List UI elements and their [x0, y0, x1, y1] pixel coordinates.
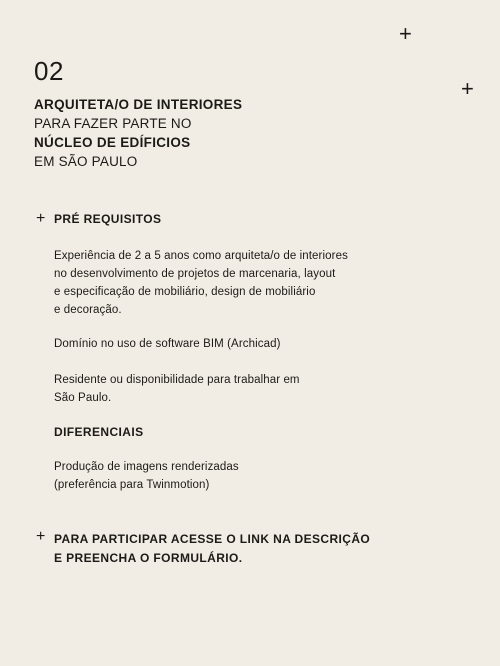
text-line: (preferência para Twinmotion): [54, 479, 210, 491]
text-line: Experiência de 2 a 5 anos como arquiteta/o de interiores: [54, 250, 348, 262]
plus-icon: +: [36, 210, 46, 227]
requirements-heading: [36, 212, 161, 226]
plus-icon: +: [36, 528, 46, 545]
title-line: EM SÃO PAULO: [34, 154, 138, 169]
residence-text: [54, 371, 300, 407]
call-to-action: [36, 530, 370, 568]
cta-line: E PREENCHA O FORMULÁRIO.: [54, 551, 243, 565]
text-line: Domínio no uso de software BIM (Archicad): [54, 338, 281, 350]
experience-text: [54, 247, 348, 319]
differentials-heading: DIFERENCIAIS: [54, 425, 144, 439]
title-line: ARQUITETA/O DE INTERIORES: [34, 97, 243, 112]
section-number: 02: [34, 56, 64, 86]
title-line: NÚCLEO DE EDÍFICIOS: [34, 135, 191, 150]
text-line: no desenvolvimento de projetos de marcenaria, layout: [54, 268, 336, 280]
text-line: e decoração.: [54, 304, 122, 316]
text-line: Produção de imagens renderizadas: [54, 461, 239, 473]
title-line: PARA FAZER PARTE NO: [34, 116, 192, 131]
text-line: Residente ou disponibilidade para trabalhar em: [54, 374, 300, 386]
job-title: [34, 95, 242, 171]
requirements-heading-label: PRÉ REQUISITOS: [54, 212, 162, 226]
software-text: [54, 335, 281, 353]
text-line: e especificação de mobiliário, design de mobiliário: [54, 286, 316, 298]
text-line: São Paulo.: [54, 392, 112, 404]
plus-icon: +: [399, 21, 412, 46]
cta-line: PARA PARTICIPAR ACESSE O LINK NA DESCRIÇÃO: [54, 532, 371, 546]
differentials-text: [54, 458, 239, 494]
plus-icon: +: [461, 76, 474, 101]
